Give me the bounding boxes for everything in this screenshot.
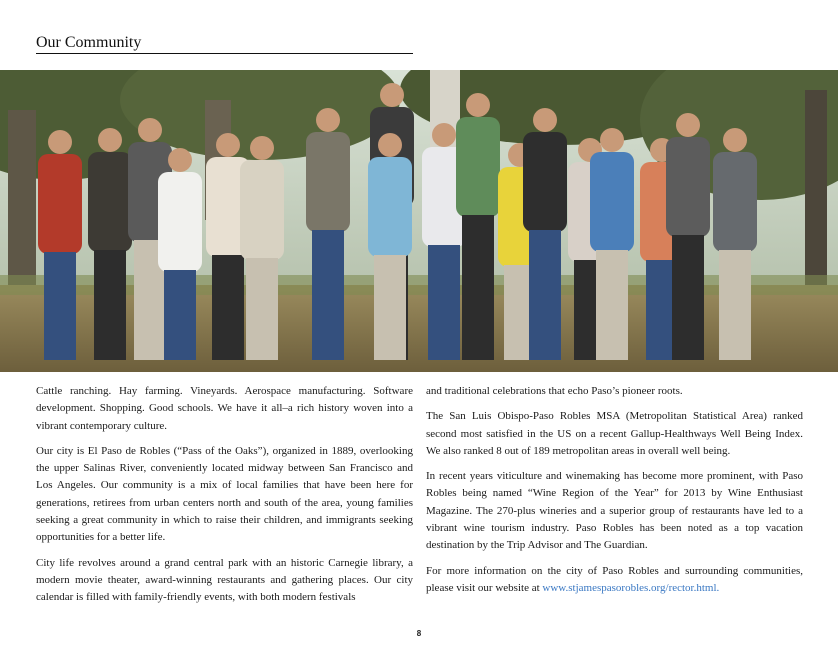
person-body bbox=[523, 132, 567, 232]
person-body bbox=[306, 132, 350, 232]
person-legs bbox=[462, 215, 494, 360]
person-body bbox=[38, 154, 82, 254]
paragraph-city-life: City life revolves around a grand central park with an historic Carnegie library, a modern movie theater, award-winning restaurants and gathering places. Our city calendar is filled with family-friendly events, with both modern festivals bbox=[36, 556, 413, 604]
person-legs bbox=[529, 230, 561, 360]
person-head bbox=[316, 108, 340, 132]
page-heading: Our Community bbox=[36, 34, 142, 51]
person-head bbox=[380, 83, 404, 107]
person-head bbox=[533, 108, 557, 132]
person-legs bbox=[672, 235, 704, 360]
person-head bbox=[138, 118, 162, 142]
person-body bbox=[158, 172, 202, 272]
person-legs bbox=[596, 250, 628, 360]
paragraph-info bbox=[426, 563, 803, 598]
paragraph-intro: Cattle ranching. Hay farming. Vineyards. Aerospace manufacturing. Software development. Shopping. Good schools. We have it all–a rich history woven into a vibrant contemporary culture. bbox=[36, 385, 413, 432]
page-number: 8 bbox=[416, 629, 422, 638]
right-column bbox=[426, 383, 803, 605]
paragraph-msa: The San Luis Obispo-Paso Robles MSA (Metropolitan Statistical Area) ranked second most satisfied in the US on a recent Gallup-Healthways Well Being Index. We also ranked 8 out of 189 metropolitan areas in overall well being. bbox=[426, 410, 803, 457]
person-head bbox=[98, 128, 122, 152]
person-legs bbox=[719, 250, 751, 360]
person-legs bbox=[44, 252, 76, 360]
person-legs bbox=[428, 245, 460, 360]
person-body bbox=[590, 152, 634, 252]
info-text: For more information on the city of Paso Robles and surrounding communities, please visit our website at bbox=[426, 564, 803, 594]
person-legs bbox=[94, 250, 126, 360]
paragraph-city: Our city is El Paso de Robles (“Pass of the Oaks”), organized in 1889, overlooking the upper Salinas River, conveniently located midway between San Francisco and Los Angeles. Our community is a mix of local families that have been here for generations, retirees from urban centers north and south of the area, young families seeking a great community in which to raise their children, and immigrants seeking opportunities for a better life. bbox=[36, 444, 413, 544]
person-head bbox=[216, 133, 240, 157]
person-legs bbox=[374, 255, 406, 360]
person-legs bbox=[212, 255, 244, 360]
person-head bbox=[723, 128, 747, 152]
person-body bbox=[456, 117, 500, 217]
heading-rule bbox=[36, 53, 413, 54]
left-column bbox=[36, 383, 413, 615]
person-head bbox=[676, 113, 700, 137]
paragraph-celebrations: and traditional celebrations that echo Paso’s pioneer roots. bbox=[426, 385, 683, 397]
person-head bbox=[466, 93, 490, 117]
person-body bbox=[666, 137, 710, 237]
person-head bbox=[168, 148, 192, 172]
person-body bbox=[713, 152, 757, 252]
person-head bbox=[250, 136, 274, 160]
person-head bbox=[378, 133, 402, 157]
person-head bbox=[600, 128, 624, 152]
website-link[interactable]: www.stjamespasorobles.org/rector.html. bbox=[542, 581, 720, 594]
person-head bbox=[432, 123, 456, 147]
person-body bbox=[88, 152, 132, 252]
group-photo-illustration bbox=[0, 70, 838, 372]
person-body bbox=[240, 160, 284, 260]
group-photo bbox=[0, 70, 838, 372]
paragraph-wine: In recent years viticulture and winemaking has become more prominent, with Paso Robles being named “Wine Region of the Year” for 2013 by Wine Enthusiast Magazine. The 270-plus wineries and a superior group of restaurants have led to a vibrant wine tourism industry. Paso Robles has been noted as a top vacation destination by the Trip Advisor and The Guardian. bbox=[426, 470, 803, 552]
person-legs bbox=[312, 230, 344, 360]
person-body bbox=[368, 157, 412, 257]
person-legs bbox=[246, 258, 278, 360]
person-head bbox=[48, 130, 72, 154]
person-legs bbox=[164, 270, 196, 360]
